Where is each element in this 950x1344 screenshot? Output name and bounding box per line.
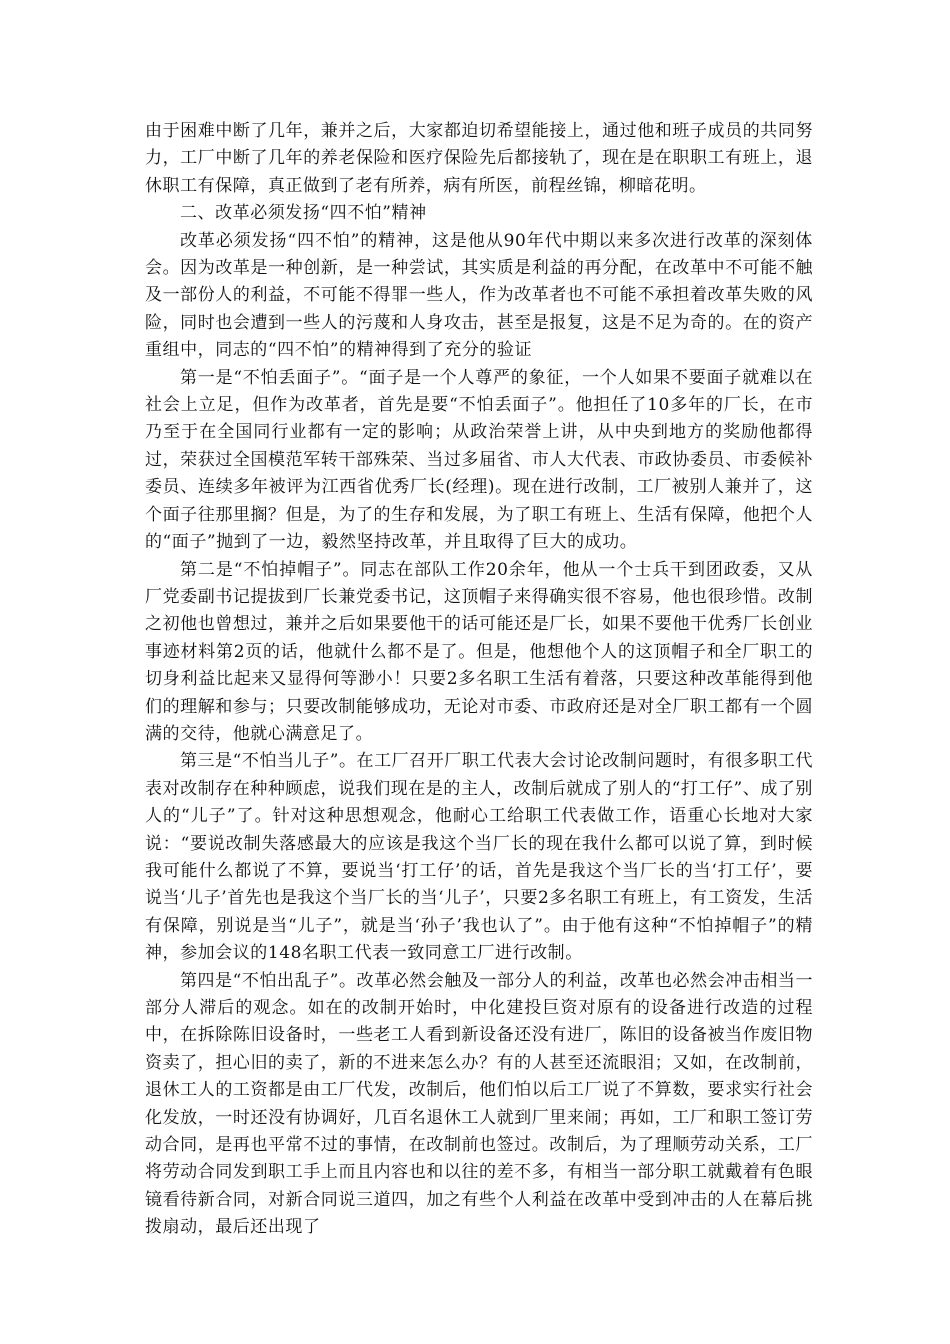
paragraph-continuation: 由于困难中断了几年，兼并之后，大家都迫切希望能接上，通过他和班子成员的共同努力，工厂中断了几年的养老保险和医疗保险先后都接轨了，现在是在职职工有班上，退休职工有保障，真正做到了老有所养，病有所医，前程丝锦，柳暗花明。 <box>145 121 813 196</box>
section-heading: 二、改革必须发扬“四不怕”精神 <box>180 203 427 224</box>
paragraph-point-four: 第四是“不怕出乱子”。改革必然会触及一部分人的利益，改革也必然会冲击相当一部分人滞后的观念。如在的改制开始时，中化建投巨资对原有的设备进行改造的过程中，在拆除陈旧设备时，一些老工人看到新设备还没有进厂，陈旧的设备被当作废旧物资卖了，担心旧的卖了，新的不进来怎么办？有的人甚至还流眼泪；又如，在改制前，退休工人的工资都是由工厂代发，改制后，他们怕以后工厂说了不算数，要求实行社会化发放，一时还没有协调好，几百名退休工人就到厂里来闹；再如，工厂和职工签订劳动合同，是再也平常不过的事情，在改制前也签过。改制后，为了理顺劳动关系，工厂将劳动合同发到职工手上而且内容也和以往的差不多，有相当一部分职工就戴着有色眼镜看待新合同，对新合同说三道四，加之有些个人利益在改革中受到冲击的人在幕后挑拨扇动，最后还出现了 <box>145 970 813 1238</box>
paragraph-point-two: 第二是“不怕掉帽子”。同志在部队工作20余年，他从一个士兵干到团政委，又从厂党委副书记提拔到厂长兼党委书记，这顶帽子来得确实很不容易，他也很珍惜。改制之初他也曾想过，兼并之后如果要他干的话可能还是厂长，如果不要他干优秀厂长创业事迹材料第2页的话，他就什么都不是了。但是，他想他个人的这顶帽子和全厂职工的切身利益比起来又显得何等渺小！只要2多名职工生活有着落，只要这种改革能得到他们的理解和参与；只要改制能够成功，无论对市委、市政府还是对全厂职工都有一个圆满的交待，他就心满意足了。 <box>145 559 813 744</box>
paragraph-point-one: 第一是“不怕丢面子”。“面子是一个人尊严的象征，一个人如果不要面子就难以在社会上立足，但作为改革者，首先是要“不怕丢面子”。他担任了10多年的厂长，在市乃至于在全国同行业都有一定的影响；从政治荣誉上讲，从中央到地方的奖励他都得过，荣获过全国模范军转干部殊荣、当过多届省、市人大代表、市政协委员、市委候补委员、连续多年被评为江西省优秀厂长(经理)。现在进行改制，工厂被别人兼并了，这个面子往那里搁？但是，为了的生存和发展，为了职工有班上、生活有保障，他把个人的“面子”抛到了一边，毅然坚持改革，并且取得了巨大的成功。 <box>145 367 813 553</box>
document-page <box>145 118 813 1242</box>
paragraph-intro: 改革必须发扬“四不怕”的精神，这是他从90年代中期以来多次进行改革的深刻体会。因为改革是一种创新，是一种尝试，其实质是利益的再分配，在改革中不可能不触及一部份人的利益，不可能不得罪一些人，作为改革者也不可能不承担着改革失败的风险，同时也会遭到一些人的污蔑和人身攻击，甚至是报复，这是不足为奇的。在的资产重组中，同志的“四不怕”的精神得到了充分的验证 <box>145 230 813 361</box>
paragraph-point-three: 第三是“不怕当儿子”。在工厂召开厂职工代表大会讨论改制问题时，有很多职工代表对改制存在种种顾虑，说我们现在是的主人，改制后就成了别人的“打工仔”、成了别人的“儿子”了。针对这种思想观念，他耐心工给职工代表做工作，语重心长地对大家说：“要说改制失落感最大的应该是我这个当厂长的现在我什么都可以说了算，到时候我可能什么都说了不算，要说当‘打工仔’的话，首先是我这个当厂长的当‘打工仔’，要说当‘儿子’首先也是我这个当厂长的当‘儿子’，只要2多名职工有班上，有工资发，生活有保障，别说是当“儿子”，就是当‘孙子’我也认了”。由于他有这种“不怕掉帽子”的精神，参加会议的148名职工代表一致同意工厂进行改制。 <box>145 751 813 964</box>
